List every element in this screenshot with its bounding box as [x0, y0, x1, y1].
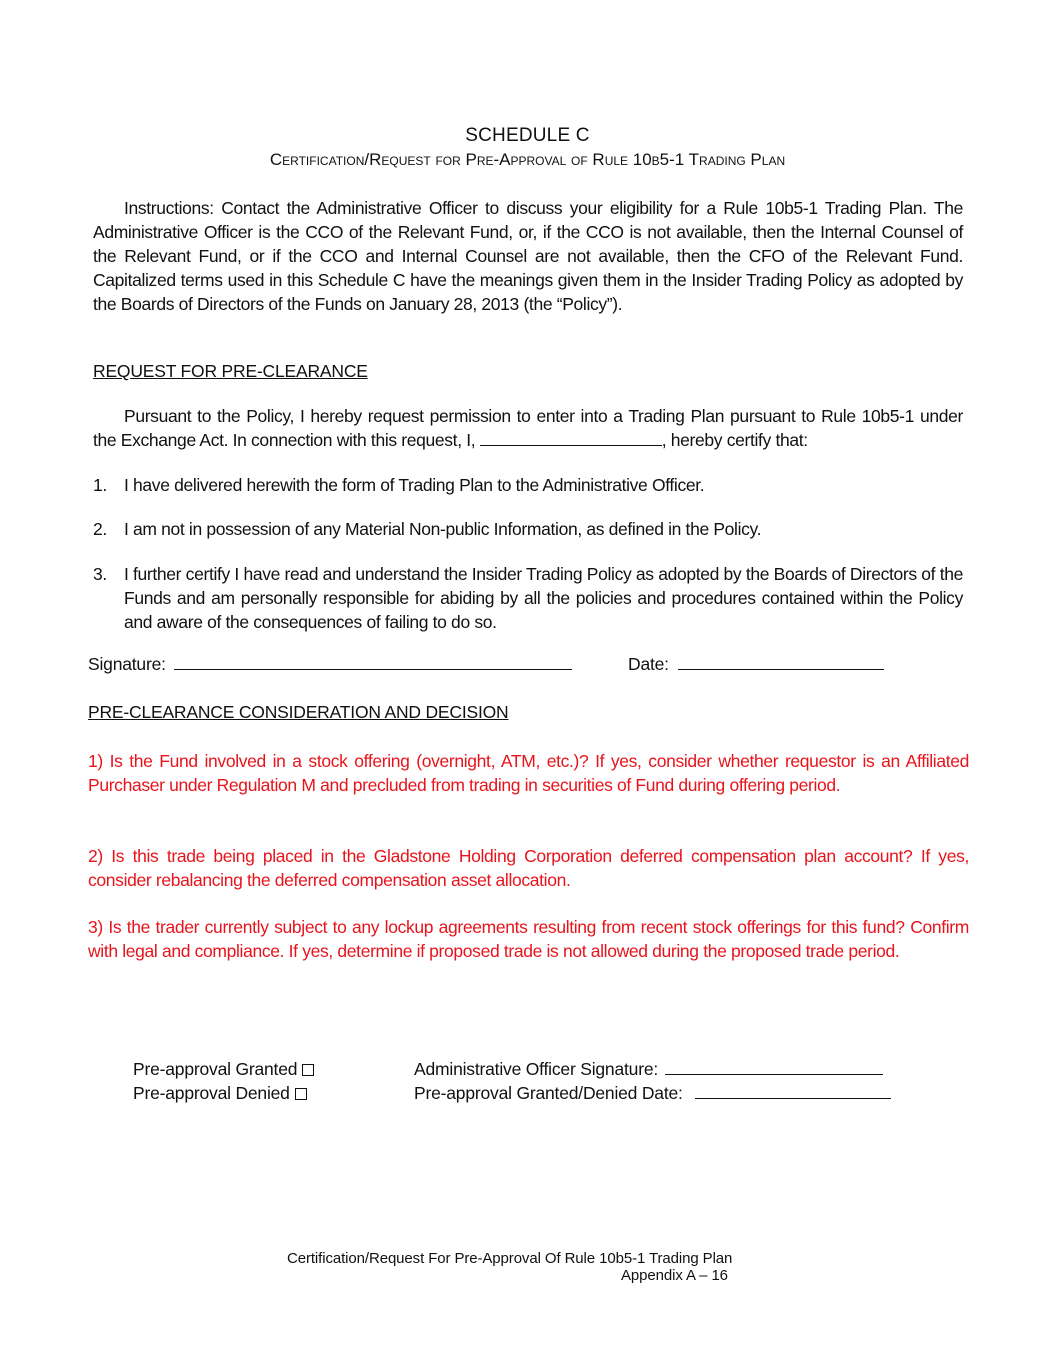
date-row — [628, 654, 884, 675]
schedule-subtitle: Certification/Request for Pre-Approval of Rule 10b5-1 Trading Plan — [269, 150, 786, 169]
decision-date-row — [414, 1081, 891, 1105]
request-section-heading: REQUEST FOR PRE-CLEARANCE — [93, 361, 368, 381]
denied-label: Pre-approval Denied — [133, 1083, 290, 1103]
requester-name-field[interactable] — [480, 431, 662, 446]
item-number: 1. — [93, 475, 107, 495]
consideration-question-2: 2) Is this trade being placed in the Gladstone Holding Corporation deferred compensation plan account? If yes, consider rebalancing the deferred compensation asset allocation. — [88, 846, 969, 890]
request-intro-paragraph — [93, 404, 963, 452]
date-field[interactable] — [678, 655, 884, 670]
date-label: Date: — [628, 654, 669, 674]
certification-item-1 — [93, 473, 963, 497]
granted-checkbox[interactable] — [302, 1064, 314, 1076]
item-text: I am not in possession of any Material Non-public Information, as defined in the Policy. — [124, 519, 762, 539]
signature-label: Signature: — [88, 654, 166, 674]
signature-field[interactable] — [174, 655, 572, 670]
granted-option — [133, 1057, 314, 1081]
item-number: 3. — [93, 564, 107, 584]
footer-page-number: Appendix A – 16 — [621, 1267, 728, 1284]
footer-title: Certification/Request For Pre-Approval Of Rule 10b5-1 Trading Plan — [287, 1250, 733, 1267]
schedule-title: SCHEDULE C — [465, 125, 590, 146]
decision-date-label: Pre-approval Granted/Denied Date: — [414, 1083, 683, 1103]
decision-section-heading: PRE-CLEARANCE CONSIDERATION AND DECISION — [88, 702, 509, 722]
certification-item-3 — [93, 562, 963, 634]
granted-label: Pre-approval Granted — [133, 1059, 298, 1079]
denied-option — [133, 1081, 307, 1105]
officer-signature-label: Administrative Officer Signature: — [414, 1059, 659, 1079]
signature-row — [88, 654, 572, 675]
instructions-text: Instructions: Contact the Administrative Officer to discuss your eligibility for a Rule 10b5-1 Trading Plan. The Administrative Officer is the CCO of the Relevant Fund, or, if the CCO is not available, then the Internal Counsel of the Relevant Fund, or if the CCO and Internal Counsel are not available, then the CFO of the Relevant Fund. Capitalized terms used in this Schedule C have the meanings given them in the Insider Trading Policy as adopted by the Boards of Directors of the Funds on January 28, 2013 (the “Policy”). — [93, 198, 963, 314]
officer-signature-field[interactable] — [665, 1060, 883, 1075]
request-intro-text: Pursuant to the Policy, I hereby request permission to enter into a Trading Plan pursuant to Rule 10b5-1 under the Exchange Act. In connection with this request, I, — [93, 406, 963, 450]
consideration-question-3: 3) Is the trader currently subject to any lockup agreements resulting from recent stock offerings for this fund? Confirm with legal and compliance. If yes, determine if proposed trade is not allowed during the proposed trade period. — [88, 917, 969, 961]
request-intro-suffix: , hereby certify that: — [661, 430, 808, 450]
item-number: 2. — [93, 519, 107, 539]
consideration-question-1: 1) Is the Fund involved in a stock offering (overnight, ATM, etc.)? If yes, consider whether requestor is an Affiliated Purchaser under Regulation M and precluded from trading in securities of Fund during offering period. — [88, 751, 969, 795]
instructions-paragraph — [93, 196, 963, 316]
item-text: I have delivered herewith the form of Trading Plan to the Administrative Officer. — [124, 475, 705, 495]
denied-checkbox[interactable] — [295, 1088, 307, 1100]
item-text: I further certify I have read and understand the Insider Trading Policy as adopted by the Boards of Directors of the Funds and am personally responsible for abiding by all the policies and procedures contained within the Policy and aware of the consequences of failing to do so. — [124, 564, 963, 632]
officer-signature-row — [414, 1057, 883, 1081]
certification-item-2 — [93, 517, 963, 541]
decision-date-field[interactable] — [695, 1084, 891, 1099]
